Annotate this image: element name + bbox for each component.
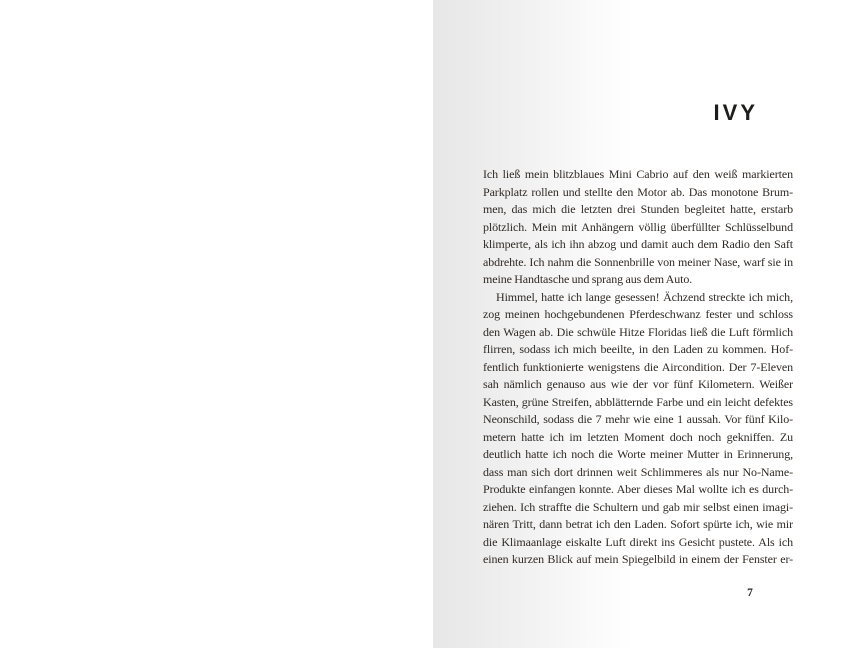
text-line: dass man sich dort drinnen weit Schlimmeres als nur No-Name- <box>483 464 793 479</box>
text-line: nären Tritt, dann betrat ich den Laden. Sofort spürte ich, wie mir <box>483 517 793 531</box>
text-line: plötzlich. Mein mit Anhängern völlig überfüllter Schlüsselbund <box>483 219 793 234</box>
text-line: einen kurzen Blick auf mein Spiegelbild in einem der Fenster er- <box>483 552 793 566</box>
text-line: men, das mich die letzten drei Stunden begleitet hatte, erstarb <box>483 202 793 216</box>
text-line: flirren, sodass ich mich beeilte, in den Laden zu kommen. Hof- <box>483 342 793 356</box>
text-line: deutlich hatte ich noch die Worte meiner Mutter in Erinnerung, <box>483 447 793 461</box>
text-line: zog meinen hochgebundenen Pferdeschwanz fester und schloss <box>483 307 793 321</box>
text-line: Kasten, grüne Streifen, abblätternde Farbe und ein leicht defektes <box>483 394 793 409</box>
text-line: den Wagen ab. Die schwüle Hitze Floridas ließ die Luft förmlich <box>483 324 793 339</box>
text-line: Himmel, hatte ich lange gesessen! Ächzend streckte ich mich, <box>496 289 793 304</box>
text-line: fentlich funktionierte wenigstens die Aircondition. Der 7-Eleven <box>483 359 793 374</box>
text-line: Ich ließ mein blitzblaues Mini Cabrio auf den weiß markierten <box>483 167 793 181</box>
text-line: Parkplatz rollen und stellte den Motor ab. Das monotone Brum- <box>483 184 793 199</box>
text-line: abdrehte. Ich nahm die Sonnenbrille von meiner Nase, warf sie in <box>483 254 793 269</box>
chapter-title: IVY <box>713 100 758 125</box>
text-line: meine Handtasche und sprang aus dem Auto. <box>483 272 693 286</box>
text-line: metern hatte ich im letzten Moment doch noch gekniffen. Zu <box>483 429 793 444</box>
text-line: ziehen. Ich straffte die Schultern und gab mir selbst einen imagi- <box>483 499 793 514</box>
text-line: Neonschild, sodass die 7 mehr wie eine 1 aussah. Vor fünf Kilo- <box>483 412 793 426</box>
text-line: klimperte, als ich ihn abzog und damit auch dem Radio den Saft <box>483 237 793 251</box>
text-line: sah nämlich genauso aus wie der vor fünf Kilometern. Weißer <box>483 377 793 391</box>
text-line: die Klimaanlage eiskalte Luft direkt ins Gesicht pustete. Als ich <box>483 534 793 549</box>
body-text <box>483 166 793 569</box>
page-number: 7 <box>747 587 753 599</box>
text-line: Produkte einfangen konnte. Aber dieses Mal wollte ich es durch- <box>483 482 793 496</box>
